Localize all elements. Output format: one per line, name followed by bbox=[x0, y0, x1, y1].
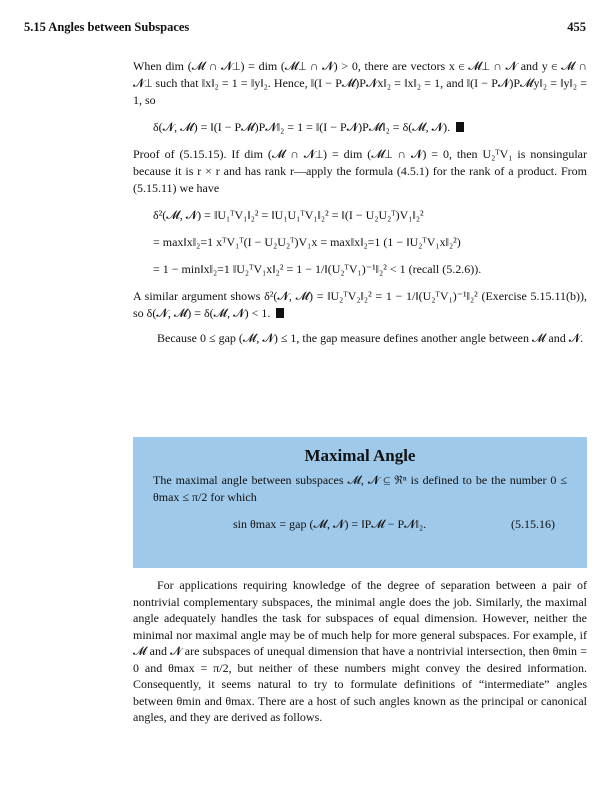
closing-section bbox=[133, 577, 587, 726]
closing-paragraph: For applications requiring knowledge of the degree of separation between a pair of nontrivial complementary subspaces, the minimal angle does the job. Similarly, the maximal angle adequately handles the task for subspaces of equal dimension. However, neither the minimal nor maximal angle may be of much help for more general subspaces. For example, if 𝓜 and 𝓝 are subspaces of unequal dimension that have a nontrivial intersection, then θmin = 0 and θmax = π/2, but neither of these numbers might convey the desired information. Consequently, it seems natural to try to formulate definitions of “intermediate” angles between θmin and θmax. There are a host of such angles known as the principal or canonical angles, and they are derived as follows. bbox=[133, 578, 587, 724]
qed-icon bbox=[456, 122, 464, 132]
box-equation: sin θmax = gap (𝓜, 𝓝) = ‖P𝓜 − P𝓝‖₂. bbox=[233, 517, 427, 531]
equation-block-1: δ²(𝓜, 𝓝) = ‖U₁ᵀV₁‖₂² = ‖U₁U₁ᵀV₁‖₂² = ‖(I − U₂U₂ᵀ)V₁‖₂² bbox=[153, 208, 424, 222]
box-equation-row bbox=[233, 516, 555, 533]
section-title: 5.15 Angles between Subspaces bbox=[24, 20, 190, 34]
box-text: The maximal angle between subspaces 𝓜, 𝓝 ⊆ ℜⁿ is defined to be the number 0 ≤ θmax ≤ π/2 for which bbox=[153, 473, 567, 504]
page-header bbox=[24, 20, 586, 35]
paragraph-3: Because 0 ≤ gap (𝓜, 𝓝) ≤ 1, the gap measure defines another angle between 𝓜 and 𝓝. bbox=[157, 331, 584, 345]
equation-block-3: = 1 − min‖x‖₂=1 ‖U₂ᵀV₁x‖₂² = 1 − 1/‖(U₂ᵀV₁)⁻¹‖₂² < 1 (recall (5.2.6)). bbox=[153, 262, 482, 276]
box-equation-number: (5.15.16) bbox=[511, 517, 555, 531]
paragraph-2: A similar argument shows δ²(𝓝, 𝓜) = ‖U₂ᵀV₂‖₂² = 1 − 1/‖(U₂ᵀV₁)⁻¹‖₂² (Exercise 5.15.11(b)), so δ(𝓝, 𝓜) = δ(𝓜, 𝓝) < 1. bbox=[133, 289, 587, 320]
paragraph-1: When dim (𝓜 ∩ 𝓝⊥) = dim (𝓜⊥ ∩ 𝓝) > 0, there are vectors x ∈ 𝓜⊥ ∩ 𝓝 and y ∈ 𝓜 ∩ 𝓝⊥ such that ‖x‖₂ = 1 = ‖y‖₂. Hence, ‖(I − P𝓜)P𝓝x‖₂ = ‖x‖₂ = 1, and ‖(I − P𝓝)P𝓜y‖₂ = ‖y‖₂ = 1, so bbox=[133, 59, 587, 107]
qed-icon-2 bbox=[276, 308, 284, 318]
box-title: Maximal Angle bbox=[304, 446, 416, 465]
definition-box bbox=[133, 437, 587, 568]
equation-block-2: = max‖x‖₂=1 xᵀV₁ᵀ(I − U₂U₂ᵀ)V₁x = max‖x‖₂=1 (1 − ‖U₂ᵀV₁x‖₂²) bbox=[153, 235, 461, 249]
proof-paragraph: Proof of (5.15.15). If dim (𝓜 ∩ 𝓝⊥) = dim (𝓜⊥ ∩ 𝓝) = 0, then U₂ᵀV₁ is nonsingular because it is r × r and has rank r—apply the formula (4.5.1) for the rank of a product. From (5.15.11) we have bbox=[133, 147, 587, 195]
page-number: 455 bbox=[567, 20, 586, 34]
main-text bbox=[133, 58, 587, 347]
equation-delta: δ(𝓝, 𝓜) = ‖(I − P𝓜)P𝓝‖₂ = 1 = ‖(I − P𝓝)P𝓜‖₂ = δ(𝓜, 𝓝). bbox=[153, 119, 587, 136]
